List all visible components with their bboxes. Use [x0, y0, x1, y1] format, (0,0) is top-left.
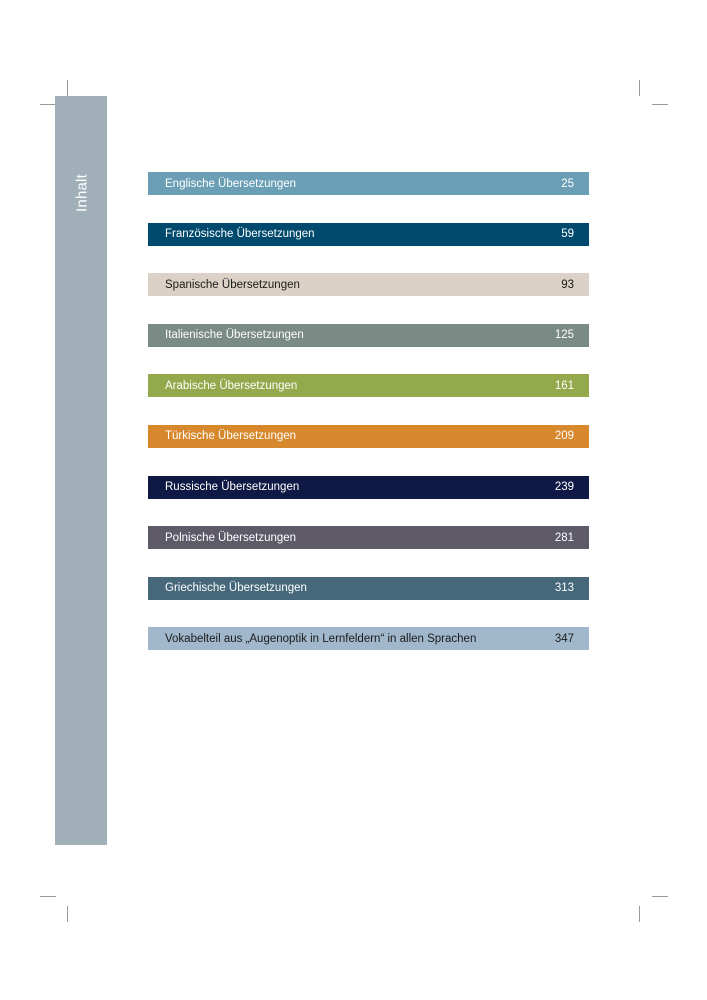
toc-row-label: Spanische Übersetzungen	[165, 278, 300, 291]
toc-row[interactable]	[148, 324, 589, 347]
crop-mark-top-right-horizontal	[652, 104, 668, 105]
crop-mark-bottom-right-horizontal	[652, 896, 668, 897]
toc-row-label: Vokabelteil aus „Augenoptik in Lernfeldern“ in allen Sprachen	[165, 632, 477, 645]
sidebar-title-container	[60, 168, 104, 218]
toc-row-page-number: 209	[554, 430, 574, 443]
toc-row[interactable]	[148, 425, 589, 448]
toc-row-label: Polnische Übersetzungen	[165, 531, 297, 544]
crop-mark-bottom-left-horizontal	[40, 896, 56, 897]
toc-row-page-number: 161	[554, 379, 574, 392]
toc-row-label: Türkische Übersetzungen	[165, 430, 297, 443]
crop-mark-top-right-vertical	[639, 80, 640, 96]
toc-row-page-number: 347	[554, 632, 574, 645]
toc-row[interactable]	[148, 526, 589, 549]
toc-row-label: Russische Übersetzungen	[165, 481, 300, 494]
toc-row[interactable]	[148, 627, 589, 650]
toc-row-page-number: 239	[554, 481, 574, 494]
toc-row[interactable]	[148, 223, 589, 246]
toc-row-page-number: 93	[561, 278, 574, 291]
crop-mark-top-left-vertical	[67, 80, 68, 96]
toc-row[interactable]	[148, 577, 589, 600]
toc-row-label: Französische Übersetzungen	[165, 228, 315, 241]
toc-row-page-number: 313	[554, 582, 574, 595]
toc-row-label: Englische Übersetzungen	[165, 177, 297, 190]
toc-row[interactable]	[148, 476, 589, 499]
sidebar-title: Inhalt	[73, 174, 91, 212]
toc-row-label: Italienische Übersetzungen	[165, 329, 304, 342]
toc-row[interactable]	[148, 172, 589, 195]
toc-row[interactable]	[148, 273, 589, 296]
crop-mark-bottom-right-vertical	[639, 906, 640, 922]
table-of-contents	[148, 172, 589, 678]
crop-mark-top-left-horizontal	[40, 104, 56, 105]
crop-mark-bottom-left-vertical	[67, 906, 68, 922]
toc-row-page-number: 281	[554, 531, 574, 544]
toc-row[interactable]	[148, 374, 589, 397]
toc-row-page-number: 125	[554, 329, 574, 342]
toc-row-label: Griechische Übersetzungen	[165, 582, 307, 595]
toc-row-page-number: 25	[561, 177, 574, 190]
toc-row-label: Arabische Übersetzungen	[165, 379, 298, 392]
toc-row-page-number: 59	[561, 228, 574, 241]
